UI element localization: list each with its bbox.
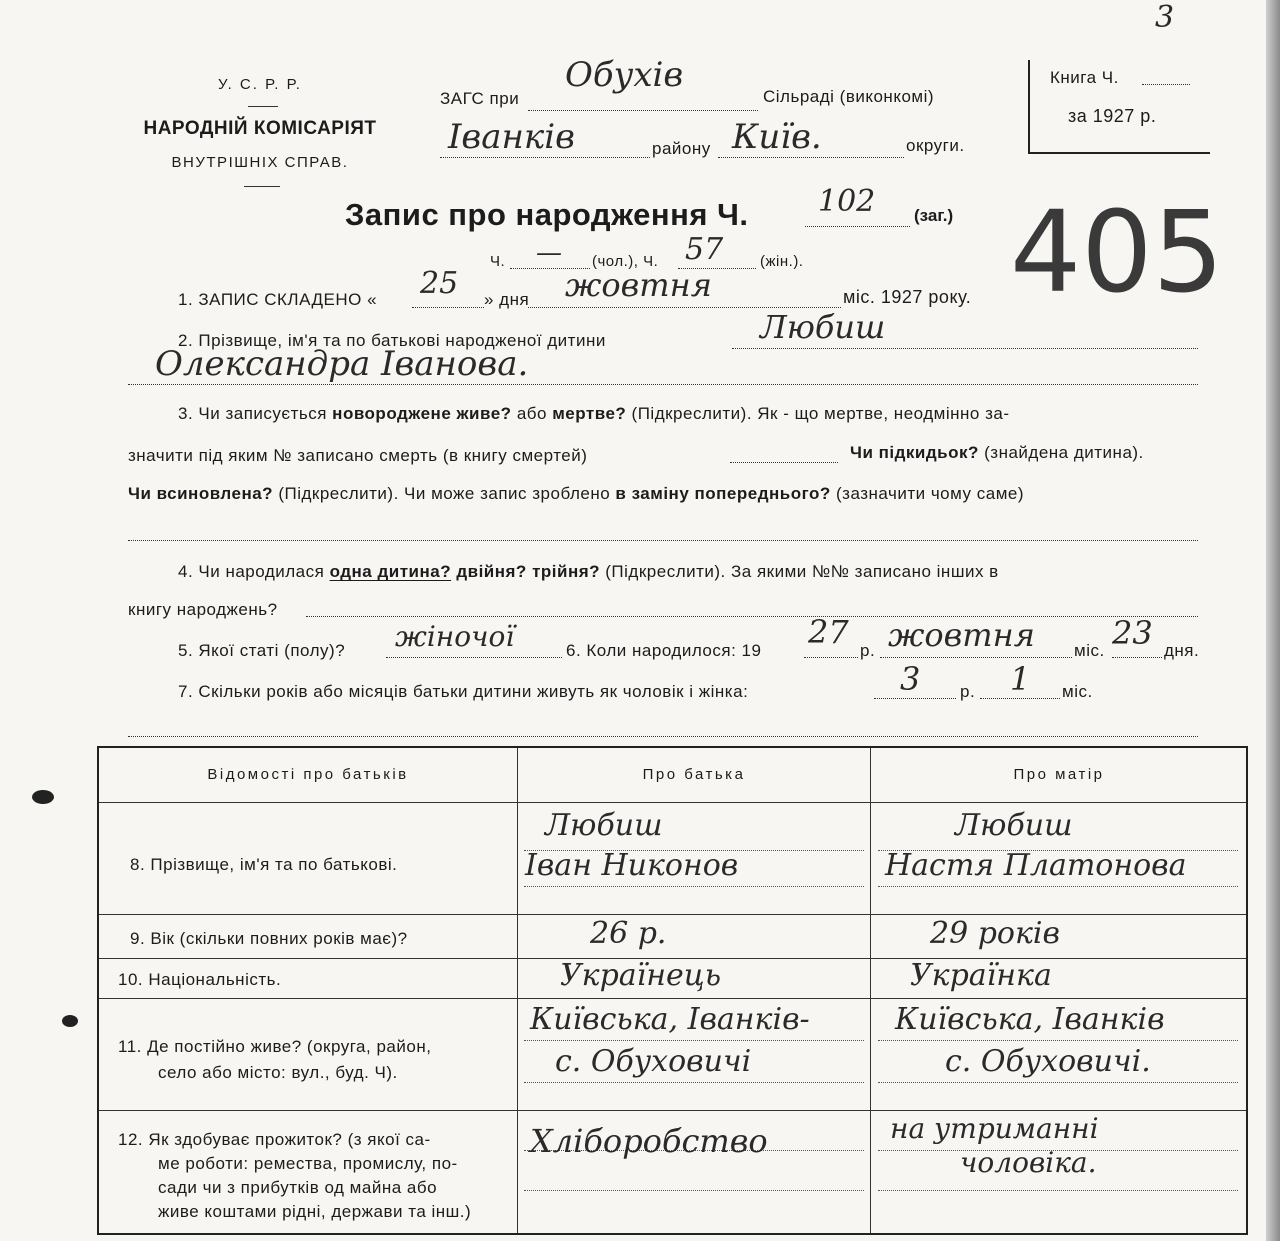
q1-end: міс. 1927 року.: [843, 287, 972, 307]
page-edge: [1266, 0, 1280, 1241]
row12-label-4: живе коштами рідні, держави та інш.): [158, 1202, 472, 1221]
cell-line: [878, 1040, 1238, 1041]
row8-mother-surname: Любиш: [955, 808, 1073, 843]
row10-mother-nationality: Українка: [910, 958, 1052, 993]
row11-label-1: 11. Де постійно живе? (округа, район,: [118, 1037, 432, 1056]
q3-line3: [128, 484, 1024, 504]
q4-text-end: (Підкреслити). За якими №№ записано інших в: [605, 562, 999, 581]
table-header-divider: [99, 802, 1246, 803]
q6-month-handwritten: жовтня: [888, 616, 1035, 654]
q3-replacement: в заміну попереднього?: [615, 484, 831, 503]
ink-blot: [62, 1015, 78, 1027]
q5-line: [386, 657, 562, 658]
zags-prefix: ЗАГС при: [440, 89, 520, 108]
book-year: за 1927 р.: [1068, 106, 1157, 126]
row8-label: 8. Прізвище, ім'я та по батькові.: [130, 855, 398, 874]
row11-father-place-2: с. Обуховичі: [555, 1044, 752, 1079]
q3-line1: [178, 404, 1009, 424]
table-col-divider: [517, 748, 518, 1233]
district-handwritten: Іванків: [448, 117, 575, 157]
q3-option-live: новороджене живе?: [332, 404, 512, 423]
village-suffix: Сільраді (виконкомі): [763, 87, 935, 106]
q1-day-line: [412, 307, 484, 308]
table-row-divider: [99, 1110, 1246, 1111]
record-title: Запис про народження Ч.: [345, 197, 749, 232]
cell-line: [878, 1190, 1238, 1191]
row9-label: 9. Вік (скільки повних років має)?: [130, 929, 408, 948]
village-line: [528, 110, 758, 111]
q2-name-handwritten: Олександра Іванова.: [155, 344, 529, 384]
cell-line: [878, 1082, 1238, 1083]
margin-handwritten-number: 405: [1010, 188, 1224, 318]
male-num-label: Ч.: [490, 253, 506, 270]
table-col-divider: [870, 748, 871, 1233]
q3-text: 3. Чи записується: [178, 404, 327, 423]
table-header-info: Відомості про батьків: [207, 766, 409, 783]
female-count-handwritten: 57: [685, 232, 724, 267]
book-line: [1142, 84, 1190, 85]
female-label: (жін.).: [760, 253, 804, 270]
row12-label-2: ме роботи: ремества, промислу, по-: [158, 1154, 458, 1173]
okrug-line: [718, 157, 904, 158]
ministry-title: НАРОДНІЙ КОМІСАРІЯТ: [143, 118, 377, 139]
q2-label: 2. Прізвище, ім'я та по батькові народженої дитини: [178, 331, 606, 350]
record-suffix: (заг.): [914, 206, 954, 225]
q6-day-line: [1112, 657, 1162, 658]
q7-label: 7. Скільки років або місяців батьки дитини живуть як чоловік і жінка:: [178, 682, 749, 701]
okrug-label: округи.: [906, 136, 965, 155]
male-count-handwritten: —: [536, 238, 562, 268]
q3-foundling-note: (знайдена дитина).: [984, 443, 1144, 462]
q3-death-line: [730, 462, 838, 463]
q7-mis-label: міс.: [1062, 682, 1093, 701]
q4-line2: книгу народжень?: [128, 600, 278, 619]
cell-line: [878, 886, 1238, 887]
q1-day-handwritten: 25: [420, 266, 459, 301]
corner-number: 3: [1155, 0, 1175, 35]
row12-label-1: 12. Як здобуває прожиток? (з якої са-: [118, 1130, 431, 1149]
table-header-father: Про батька: [642, 766, 746, 783]
village-handwritten: Обухів: [565, 55, 684, 95]
row12-mother-livelihood-2: чоловіка.: [960, 1146, 1097, 1179]
q7-months-line: [980, 698, 1060, 699]
q3-text3: (Підкреслити). Чи може запис зроблено: [278, 484, 611, 503]
okrug-handwritten: Київ.: [732, 117, 822, 157]
q2-name-line: [128, 384, 1198, 385]
divider: [248, 106, 278, 107]
country-label: У. С. Р. Р.: [218, 76, 302, 93]
q3-text3-end: (зазначити чому саме): [835, 484, 1024, 503]
q7-blank-line: [128, 736, 1198, 737]
q6-label: 6. Коли народилося: 19: [566, 641, 762, 660]
district-label: району: [652, 139, 711, 158]
table-row-divider: [99, 914, 1246, 915]
district-line: [440, 157, 650, 158]
q3-line2a: значити під яким № записано смерть (в книгу смертей): [128, 446, 588, 465]
q4-text: 4. Чи народилася: [178, 562, 325, 581]
q7-r-label: р.: [960, 682, 976, 701]
q6-year-handwritten: 27: [808, 613, 849, 651]
record-number-handwritten: 102: [818, 184, 876, 219]
q6-r-label: р.: [860, 641, 876, 660]
ministry-subtitle: ВНУТРІШНІХ СПРАВ.: [171, 154, 349, 171]
cell-line: [524, 1040, 864, 1041]
row10-label: 10. Національність.: [118, 970, 282, 989]
divider: [244, 186, 280, 187]
q7-years-handwritten: 3: [900, 660, 921, 698]
ink-blot: [32, 790, 54, 804]
row12-father-livelihood: Хліборобство: [530, 1122, 768, 1160]
table-row-divider: [99, 998, 1246, 999]
row12-label-3: сади чи з прибутків од майна або: [158, 1178, 438, 1197]
q3-foundling: Чи підкидьок?: [850, 443, 979, 462]
q2-surname-line: [732, 348, 1198, 349]
row8-father-surname: Любиш: [545, 808, 663, 843]
row9-father-age: 26 р.: [590, 916, 667, 951]
book-label: Книга Ч.: [1050, 68, 1119, 87]
q3-or: або: [516, 404, 547, 423]
q6-mis-label: міс.: [1074, 641, 1105, 660]
row9-mother-age: 29 років: [930, 916, 1060, 951]
q3-text-end: (Підкреслити). Як - що мертве, неодмінно за-: [631, 404, 1010, 423]
q6-month-line: [880, 657, 1072, 658]
q4-line1: [178, 562, 999, 582]
q7-years-line: [874, 698, 956, 699]
q6-year-line: [804, 657, 858, 658]
q3-blank-line: [128, 540, 1198, 541]
q5-sex-handwritten: жіночої: [395, 620, 515, 653]
q1-month-handwritten: жовтня: [565, 266, 712, 304]
row11-father-place-1: Київська, Іванків-: [530, 1002, 810, 1037]
q1-label: 1. ЗАПИС СКЛАДЕНО «: [178, 290, 378, 309]
q1-mid: » дня: [484, 290, 530, 309]
q5-label: 5. Якої статі (полу)?: [178, 641, 346, 660]
q3-line2b: [850, 443, 1144, 463]
q4-option-triplets: трійня?: [532, 562, 601, 581]
row11-label-2: село або місто: вул., буд. Ч).: [158, 1063, 398, 1082]
row8-mother-name: Настя Платонова: [885, 848, 1187, 883]
q4-option-single: одна дитина?: [329, 562, 452, 581]
q6-day-label: дня.: [1164, 641, 1200, 660]
male-label: (чол.), Ч.: [592, 253, 659, 270]
row8-father-name: Іван Никонов: [525, 848, 739, 883]
cell-line: [524, 886, 864, 887]
q7-months-handwritten: 1: [1010, 660, 1031, 698]
record-number-line: [805, 226, 910, 227]
row10-father-nationality: Українець: [560, 958, 722, 993]
cell-line: [524, 1190, 864, 1191]
row11-mother-place-1: Київська, Іванків: [895, 1002, 1165, 1037]
q2-surname-handwritten: Любиш: [760, 308, 886, 346]
q6-day-handwritten: 23: [1112, 614, 1153, 652]
cell-line: [524, 1082, 864, 1083]
table-header-mother: Про матір: [1013, 766, 1105, 783]
q3-option-dead: мертве?: [552, 404, 627, 423]
q4-option-twins: двійня?: [456, 562, 527, 581]
q4-line: [306, 616, 1198, 617]
row11-mother-place-2: с. Обуховичі.: [945, 1044, 1151, 1079]
row12-mother-livelihood-1: на утриманні: [890, 1112, 1099, 1145]
q3-adopted: Чи всиновлена?: [128, 484, 274, 503]
